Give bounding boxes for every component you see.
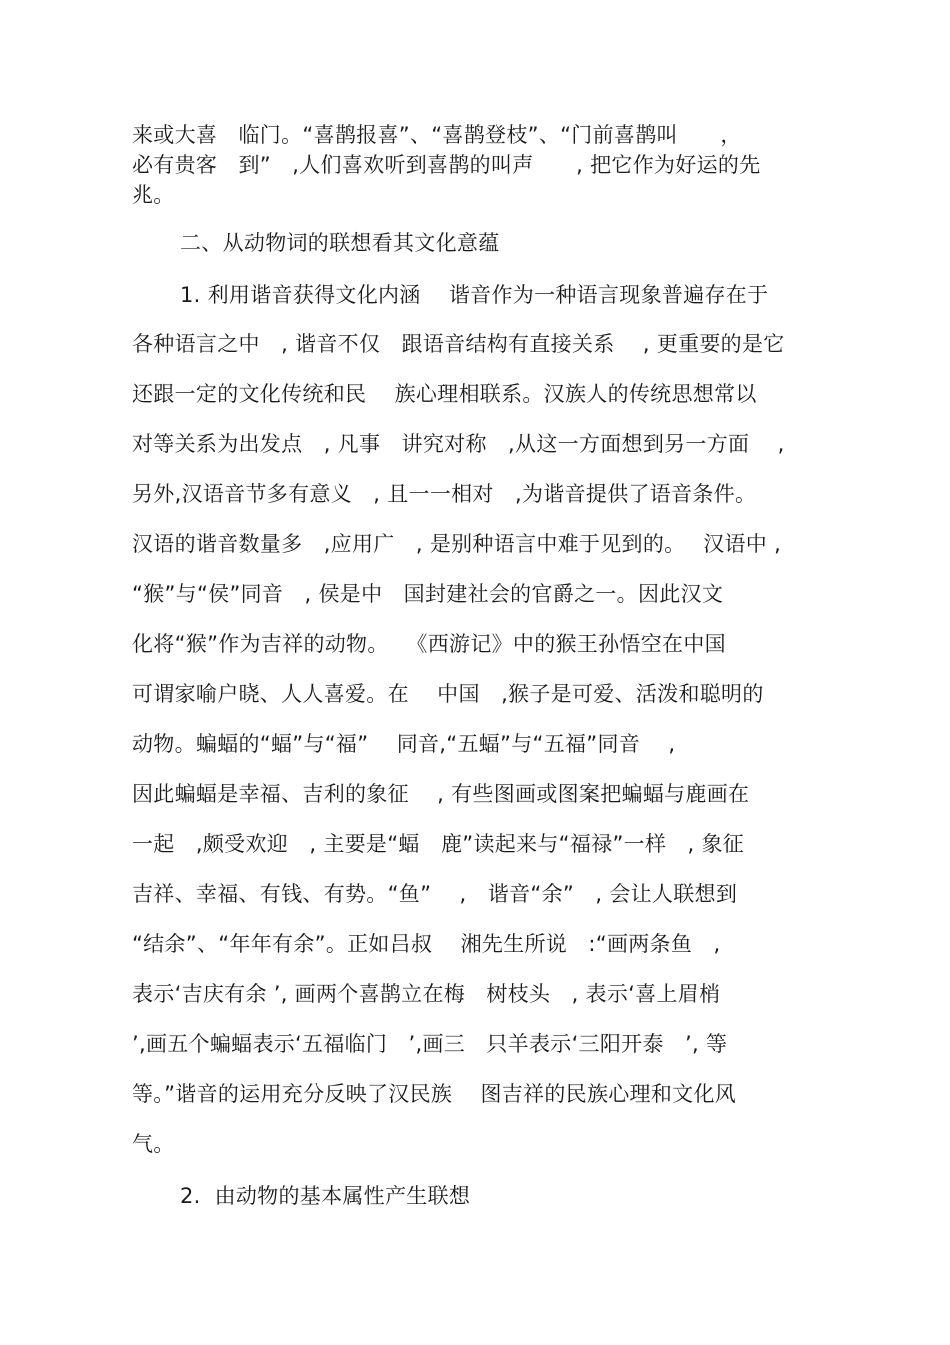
text-line: 可谓家喻户晓、人人喜爱。在 中国 ,猴子是可爱、活泼和聪明的 [132,682,764,706]
text-line: 化将“猴”作为吉祥的动物。 《西游记》中的猴王孙悟空在中国 [132,632,726,656]
text-line: 等。”谐音的运用充分反映了汉民族 图吉祥的民族心理和文化风 [132,1082,737,1106]
text-line: 对等关系为出发点 , 凡事 讲究对称 ,从这一方面想到另一方面 , [132,432,785,456]
text-line: 来或大喜 临门。“喜鹊报喜”、“喜鹊登枝”、“门前喜鹊叫 ， [132,123,742,147]
text-line: “猴”与“侯”同音 , 侯是中 国封建社会的官爵之一。因此汉文 [132,582,724,606]
text-line: ’,画五个蝙蝠表示‘五福临门 ’,画三 只羊表示‘三阳开泰 ’, 等 [132,1032,728,1056]
text-line: 还跟一定的文化传统和民 族心理相联系。汉族人的传统思想常以 [132,382,757,406]
section-heading: 2. 由动物的基本属性产生联想 [180,1184,471,1208]
text-line: “结余”、“年年有余”。正如吕叔 湘先生所说 :“画两条鱼 , [132,932,721,956]
text-line: 动物。蝙蝠的“蝠”与“福” 同音,“五蝠”与“五福”同音 , [132,732,676,756]
text-line: 兆。 [132,183,175,207]
text-line: 1. 利用谐音获得文化内涵 谐音作为一种语言现象普遍存在于 [180,283,769,307]
text-line: 吉祥、幸福、有钱、有势。“鱼” , 谐音“余” , 会让人联想到 [132,882,738,906]
text-line: 因此蝙蝠是幸福、吉利的象征 , 有些图画或图案把蝙蝠与鹿画在 [132,782,750,806]
text-line: 气。 [132,1132,175,1156]
text-line: 汉语的谐音数量多 ,应用广 , 是别种语言中难于见到的。 汉语中 , [132,532,782,556]
text-line: 另外,汉语音节多有意义 , 且一一相对 ,为谐音提供了语音条件。 [132,482,757,506]
text-line: 各种语言之中 , 谐音不仅 跟语音结构有直接关系 , 更重要的是它 [132,332,785,356]
text-line: 必有贵客 到” ,人们喜欢听到喜鹊的叫声 , 把它作为好运的先 [132,153,761,177]
section-heading: 二、从动物词的联想看其文化意蕴 [180,231,500,255]
text-line: 表示‘吉庆有余 ’, 画两个喜鹊立在梅 树枝头 , 表示‘喜上眉梢 [132,982,721,1006]
text-line: 一起 ,颇受欢迎 , 主要是“蝠 鹿”读起来与“福禄”一样 , 象征 [132,832,745,856]
